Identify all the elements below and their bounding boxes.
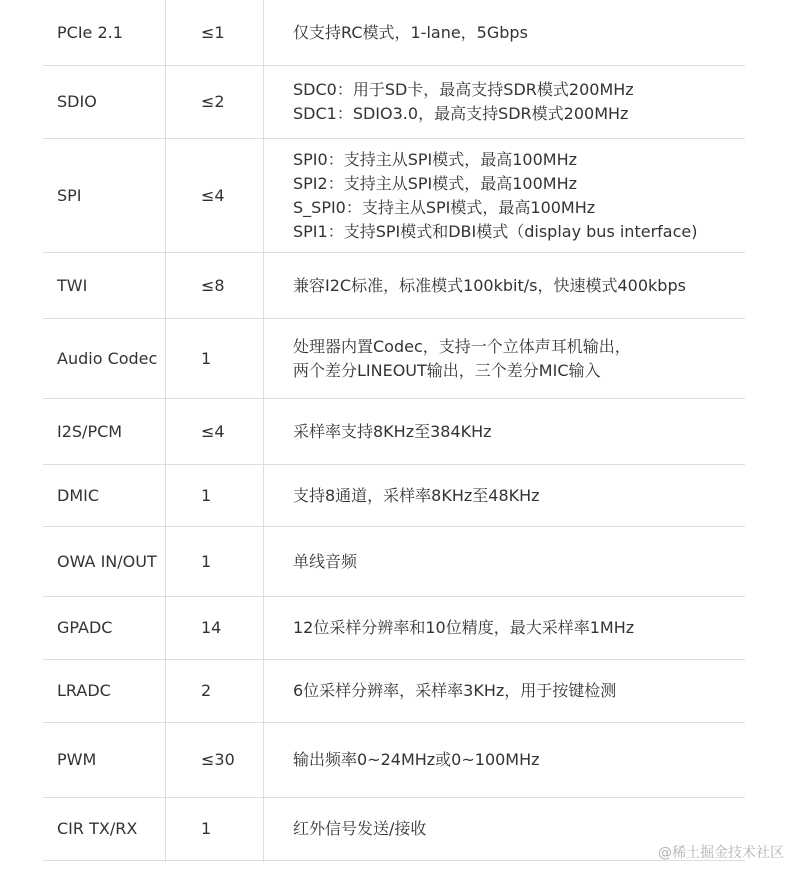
- desc-line: SDC0：用于SD卡，最高支持SDR模式200MHz: [293, 80, 634, 99]
- interface-count: ≤1: [201, 22, 225, 42]
- interface-name: TWI: [57, 275, 88, 295]
- desc-line: 兼容I2C标准，标准模式100kbit/s，快速模式400kbps: [293, 275, 686, 295]
- desc-line: 红外信号发送/接收: [293, 819, 427, 838]
- table-row: [43, 0, 745, 66]
- interface-desc: [293, 723, 743, 797]
- interface-name: DMIC: [57, 485, 100, 505]
- table-row: [43, 798, 745, 861]
- interface-count: 1: [201, 819, 212, 838]
- interface-desc: [293, 527, 743, 596]
- interface-desc: [293, 319, 743, 398]
- table-row: [43, 465, 745, 527]
- table-row: [43, 723, 745, 798]
- desc-line: 两个差分LINEOUT输出，三个差分MIC输入: [293, 360, 601, 380]
- watermark: @稀土掘金技术社区: [658, 845, 784, 861]
- desc-line: 处理器内置Codec，支持一个立体声耳机输出，: [293, 336, 631, 356]
- desc-line: SPI2：支持主从SPI模式，最高100MHz: [293, 173, 578, 193]
- desc-line: S_SPI0：支持主从SPI模式，最高100MHz: [293, 197, 596, 217]
- desc-line: 输出频率0~24MHz或0~100MHz: [293, 750, 540, 769]
- interface-count: 1: [201, 348, 212, 368]
- table-row: [43, 253, 745, 319]
- interface-count: 14: [201, 618, 222, 637]
- interface-count: 1: [201, 551, 212, 571]
- desc-line: 采样率支持8KHz至384KHz: [293, 421, 492, 441]
- interface-count: ≤8: [201, 275, 225, 295]
- table-row: [43, 66, 745, 139]
- interface-desc: [293, 465, 743, 526]
- table-row: [43, 597, 745, 660]
- interface-count: ≤30: [201, 750, 235, 769]
- table-row: [43, 660, 745, 723]
- interface-desc: [293, 66, 743, 138]
- interface-name: CIR TX/RX: [57, 819, 138, 838]
- interface-desc: [293, 597, 743, 659]
- desc-line: SPI1：支持SPI模式和DBI模式（display bus interface): [293, 221, 698, 241]
- interface-count: ≤4: [201, 421, 225, 441]
- interface-desc: [293, 399, 743, 464]
- table-row: [43, 139, 745, 253]
- interface-name: I2S/PCM: [57, 421, 123, 441]
- interface-count: ≤4: [201, 185, 225, 205]
- interface-name: LRADC: [57, 681, 111, 700]
- interface-name: SDIO: [57, 92, 97, 111]
- desc-line: SPI0：支持主从SPI模式，最高100MHz: [293, 149, 578, 169]
- desc-line: 仅支持RC模式，1-lane，5Gbps: [293, 22, 528, 42]
- interface-name: Audio Codec: [57, 348, 158, 368]
- interface-spec-table: [43, 0, 745, 861]
- table-row: [43, 527, 745, 597]
- interface-desc: [293, 253, 743, 318]
- interface-name: GPADC: [57, 618, 113, 637]
- interface-desc: [293, 0, 743, 65]
- desc-line: SDC1：SDIO3.0，最高支持SDR模式200MHz: [293, 104, 629, 123]
- desc-line: 12位采样分辨率和10位精度，最大采样率1MHz: [293, 618, 635, 637]
- table-row: [43, 319, 745, 399]
- interface-name: OWA IN/OUT: [57, 551, 157, 571]
- interface-name: SPI: [57, 185, 82, 205]
- interface-count: 2: [201, 681, 212, 700]
- desc-line: 单线音频: [293, 551, 358, 571]
- interface-count: ≤2: [201, 92, 225, 111]
- interface-name: PWM: [57, 750, 97, 769]
- desc-line: 6位采样分辨率，采样率3KHz，用于按键检测: [293, 681, 617, 700]
- desc-line: 支持8通道，采样率8KHz至48KHz: [293, 485, 540, 505]
- interface-desc: [293, 139, 743, 252]
- interface-desc: [293, 660, 743, 722]
- interface-count: 1: [201, 485, 212, 505]
- interface-name: PCIe 2.1: [57, 22, 123, 42]
- table-row: [43, 399, 745, 465]
